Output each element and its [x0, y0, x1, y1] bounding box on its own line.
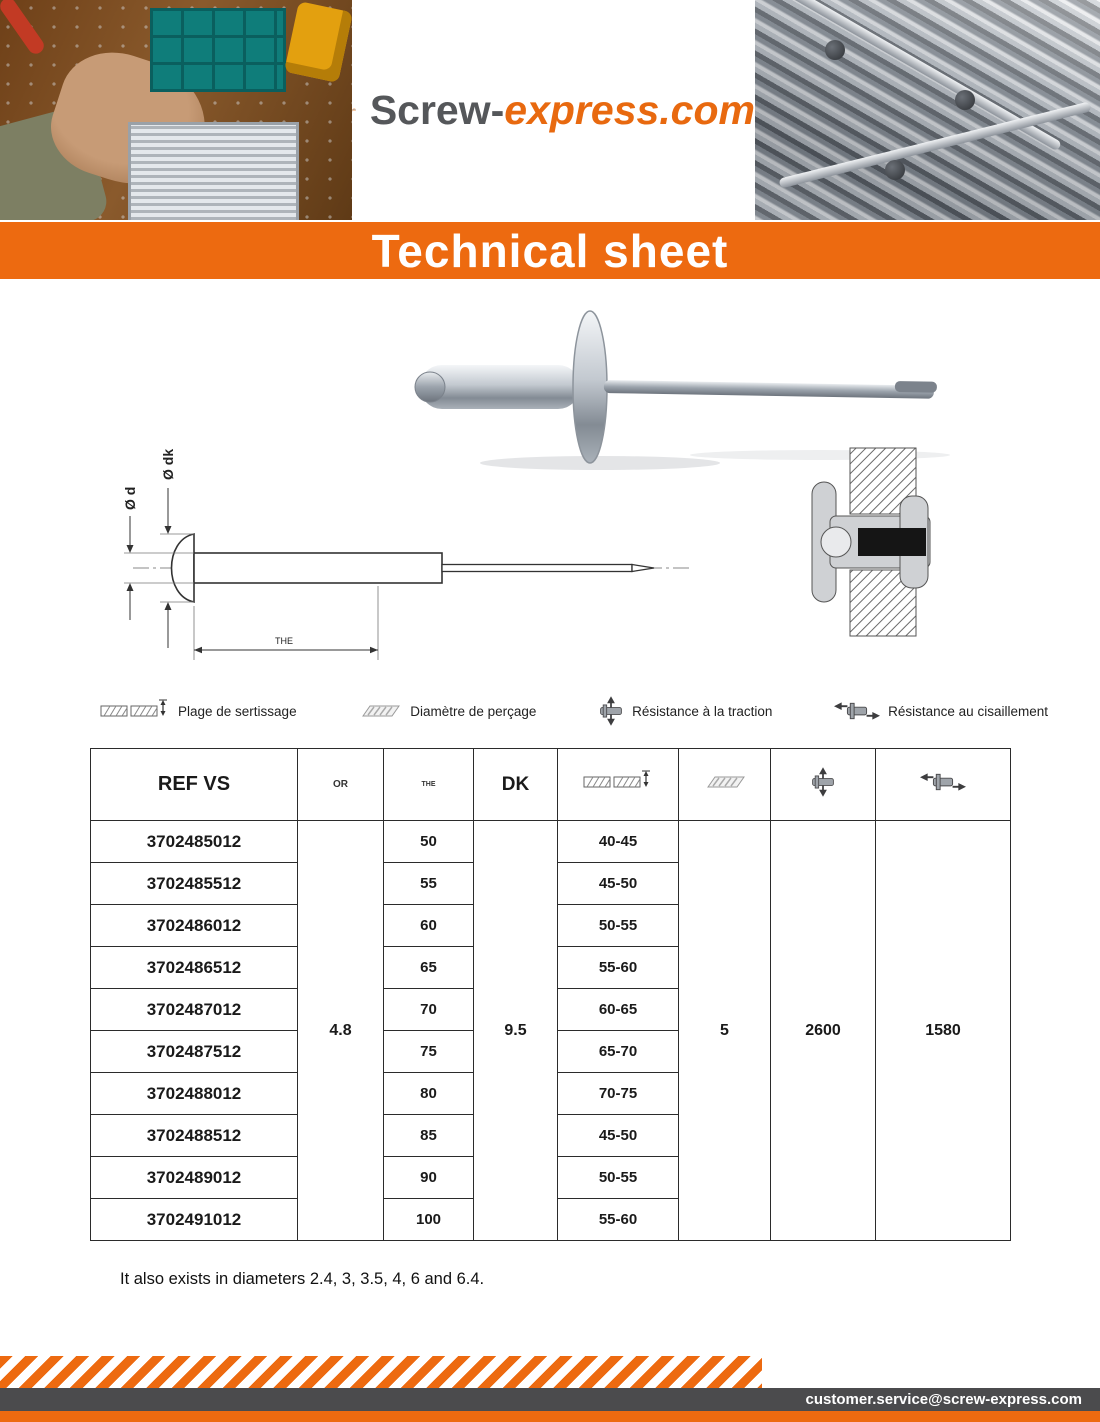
grip-range-cell: 70-75 — [558, 1073, 679, 1115]
col-header-ref: REF VS — [91, 749, 298, 821]
col-header-dk: DK — [474, 749, 558, 821]
nails-tray — [128, 122, 299, 220]
grip-range-cell: 50-55 — [558, 1157, 679, 1199]
brand-logo — [352, 0, 755, 220]
grip-range-cell: 45-50 — [558, 1115, 679, 1157]
the-cell: 50 — [384, 821, 474, 863]
legend-label: Plage de sertissage — [178, 703, 297, 719]
length-the-label: THE — [275, 636, 293, 646]
legend-item — [834, 699, 1048, 723]
traction-icon — [810, 767, 836, 797]
grip-range-cell: 55-60 — [558, 1199, 679, 1241]
the-cell: 65 — [384, 947, 474, 989]
ref-cell: 3702487012 — [91, 989, 298, 1031]
the-cell: 70 — [384, 989, 474, 1031]
legend-label: Résistance à la traction — [632, 703, 773, 719]
spec-table — [90, 748, 1011, 1241]
drill-diameter-icon — [703, 774, 747, 790]
col-header-or: OR — [298, 749, 384, 821]
the-cell: 100 — [384, 1199, 474, 1241]
the-cell: 90 — [384, 1157, 474, 1199]
header — [0, 0, 1100, 220]
ref-cell: 3702485012 — [91, 821, 298, 863]
grip-range-cell: 45-50 — [558, 863, 679, 905]
brand-name — [370, 87, 755, 134]
shear-merged-cell: 1580 — [876, 821, 1011, 1241]
brand-name-main: Screw- — [369, 86, 505, 133]
footer-stripes — [0, 1356, 762, 1388]
dk-merged-cell: 9.5 — [474, 821, 558, 1241]
grip-range-cell: 65-70 — [558, 1031, 679, 1073]
shear-icon — [920, 770, 966, 794]
screws-photo — [755, 0, 1100, 220]
grip-range-cell: 60-65 — [558, 989, 679, 1031]
shear-icon — [834, 699, 880, 723]
footer-orange-strip — [0, 1411, 1100, 1422]
diameter-dk-label: Ø dk — [160, 448, 176, 480]
grip-range-cell: 50-55 — [558, 905, 679, 947]
legend-label: Résistance au cisaillement — [888, 703, 1048, 719]
legend-label: Diamètre de perçage — [410, 703, 537, 719]
or-merged-cell: 4.8 — [298, 821, 384, 1241]
col-header-traction — [771, 749, 876, 821]
diameter-d-label: Ø d — [122, 486, 138, 510]
contact-email[interactable]: customer.service@screw-express.com — [805, 1391, 1082, 1408]
col-header-the: THE — [384, 749, 474, 821]
grip-range-icon — [100, 699, 170, 723]
brand-name-accent: express.com — [504, 86, 755, 133]
installed-rivet-cross-section — [800, 444, 965, 644]
ref-cell: 3702489012 — [91, 1157, 298, 1199]
screw-express-swoosh-icon — [352, 77, 356, 143]
the-cell: 75 — [384, 1031, 474, 1073]
ref-cell: 3702486012 — [91, 905, 298, 947]
traction-icon — [598, 696, 624, 726]
screws-pile-texture — [755, 0, 1100, 220]
screw-head — [955, 90, 975, 110]
legend-item — [598, 696, 772, 726]
col-header-grip-range — [558, 749, 679, 821]
drill-merged-cell: 5 — [679, 821, 771, 1241]
grip-range-icon — [583, 770, 653, 794]
col-header-drill — [679, 749, 771, 821]
table-header-row — [91, 749, 1011, 821]
page-title: Technical sheet — [371, 224, 729, 277]
grip-range-cell: 40-45 — [558, 821, 679, 863]
ref-cell: 3702486512 — [91, 947, 298, 989]
col-header-shear — [876, 749, 1011, 821]
ref-cell: 3702487512 — [91, 1031, 298, 1073]
ref-cell: 3702488512 — [91, 1115, 298, 1157]
screw-head — [885, 160, 905, 180]
parts-tray — [150, 8, 286, 92]
legend-item — [358, 703, 536, 719]
grip-range-cell: 55-60 — [558, 947, 679, 989]
the-cell: 60 — [384, 905, 474, 947]
the-cell: 85 — [384, 1115, 474, 1157]
drill-diameter-icon — [358, 703, 402, 719]
screw-head — [825, 40, 845, 60]
footer-bar — [0, 1388, 1100, 1411]
rivet-dimension-drawing — [88, 418, 728, 690]
legend — [100, 696, 1048, 726]
the-cell: 55 — [384, 863, 474, 905]
spec-table-body — [91, 821, 1011, 1241]
footnote: It also exists in diameters 2.4, 3, 3.5, 4, 6 and 6.4. — [120, 1270, 485, 1288]
the-cell: 80 — [384, 1073, 474, 1115]
title-banner — [0, 222, 1100, 279]
table-row — [91, 821, 1011, 863]
ref-cell: 3702485512 — [91, 863, 298, 905]
legend-item — [100, 699, 297, 723]
ref-cell: 3702491012 — [91, 1199, 298, 1241]
workbench-photo — [0, 0, 352, 220]
ref-cell: 3702488012 — [91, 1073, 298, 1115]
traction-merged-cell: 2600 — [771, 821, 876, 1241]
